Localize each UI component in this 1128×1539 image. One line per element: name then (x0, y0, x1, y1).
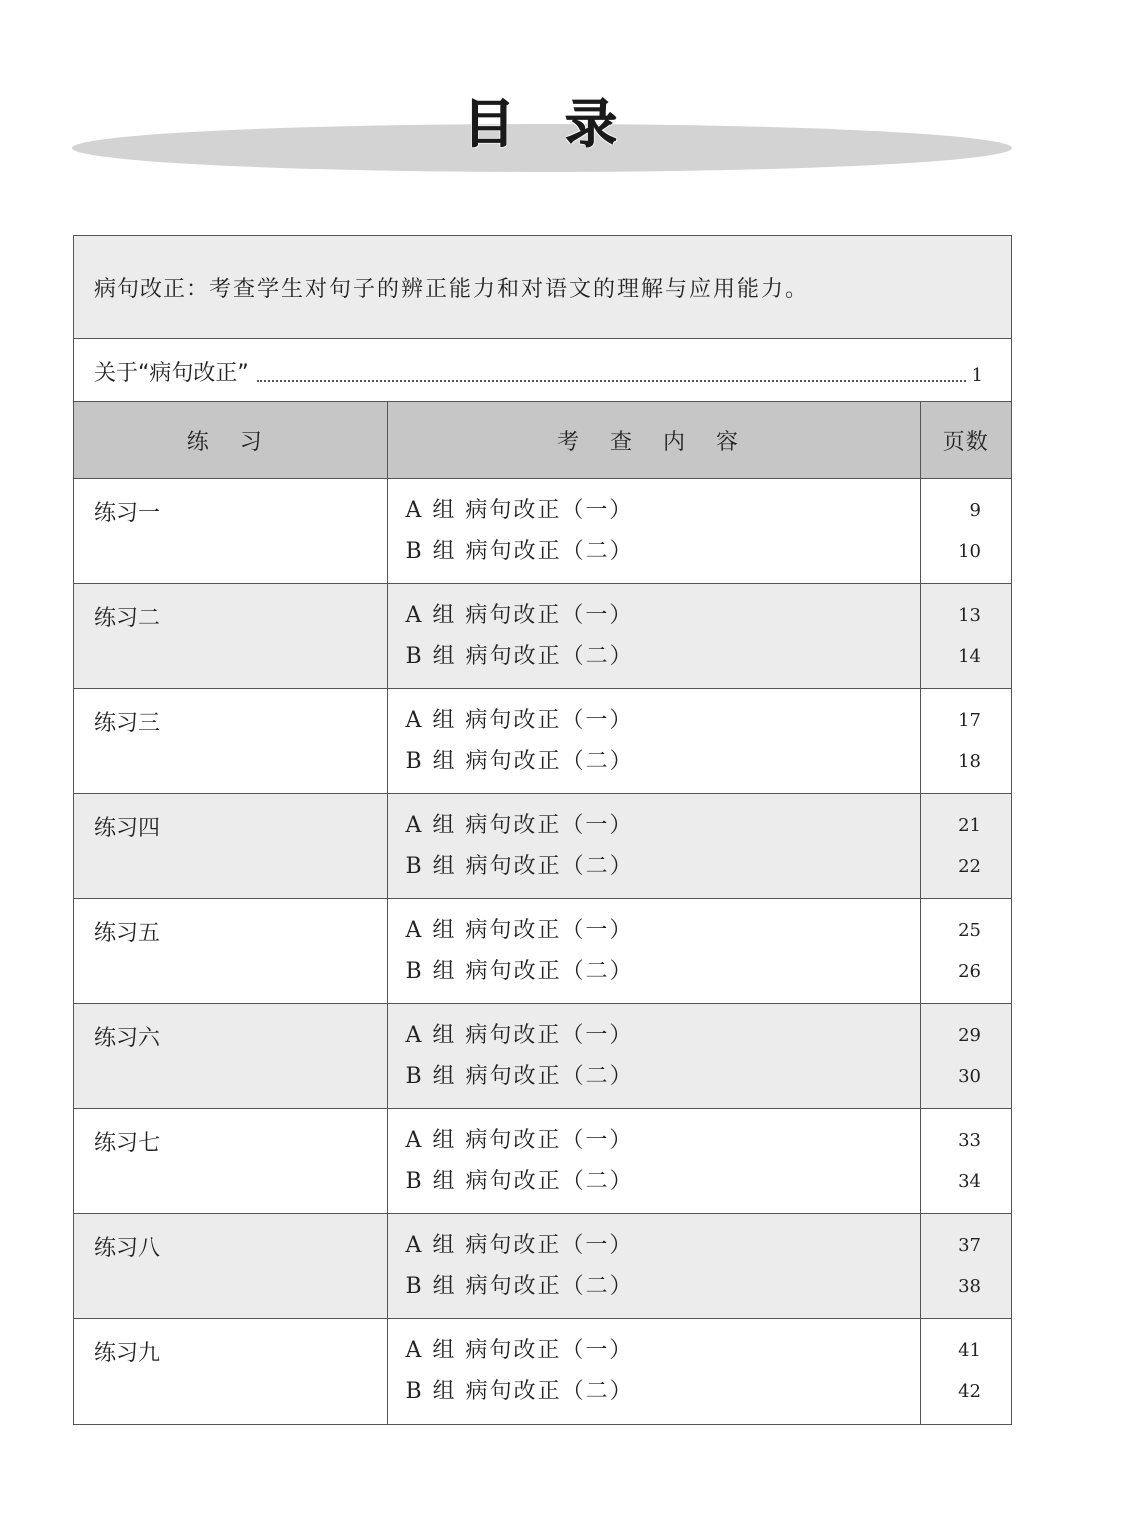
exercise-pages (920, 1004, 1011, 1109)
about-entry[interactable] (74, 339, 1011, 402)
exercise-name: 练习七 (74, 1109, 387, 1214)
exercise-pages (920, 1319, 1011, 1424)
content-item: A 组 病句改正（一） (405, 498, 634, 523)
exercise-pages (920, 584, 1011, 689)
intro-lead: 病句改正： (94, 276, 210, 302)
exercise-pages (920, 479, 1011, 584)
page-number: 9 (969, 500, 981, 521)
exercise-rows (74, 479, 1011, 1424)
exercise-name: 练习五 (74, 899, 387, 1004)
toc-table-frame (73, 235, 1012, 1425)
table-row[interactable] (74, 1109, 1011, 1214)
page-number: 22 (958, 856, 981, 877)
exercise-pages (920, 899, 1011, 1004)
table-row[interactable] (74, 479, 1011, 584)
table-row[interactable] (74, 1004, 1011, 1109)
page-number: 18 (958, 751, 981, 772)
header-pages: 页数 (920, 402, 1011, 479)
header-exercise: 练 习 (74, 402, 387, 479)
table-row[interactable] (74, 899, 1011, 1004)
table-row[interactable] (74, 1214, 1011, 1319)
exercise-content (387, 584, 920, 689)
exercise-name: 练习一 (74, 479, 387, 584)
page-title: 目 录 (462, 95, 634, 155)
exercise-content (387, 899, 920, 1004)
exercise-pages (920, 689, 1011, 794)
exercise-name: 练习八 (74, 1214, 387, 1319)
exercise-name: 练习九 (74, 1319, 387, 1424)
content-item: A 组 病句改正（一） (405, 708, 634, 733)
page-number: 42 (958, 1381, 981, 1402)
exercise-pages (920, 794, 1011, 899)
exercise-name: 练习三 (74, 689, 387, 794)
about-label: 关于“病句改正” (94, 361, 249, 386)
content-item: A 组 病句改正（一） (405, 1023, 634, 1048)
page-number: 26 (958, 961, 981, 982)
content-item: B 组 病句改正（二） (405, 1169, 634, 1194)
exercise-pages (920, 1109, 1011, 1214)
page-number: 34 (958, 1171, 981, 1192)
exercise-table (74, 402, 1011, 1424)
intro-text: 考查学生对句子的辨正能力和对语文的理解与应用能力。 (209, 276, 810, 302)
page-number: 30 (958, 1066, 981, 1087)
page-number: 17 (958, 710, 981, 731)
page-number: 10 (958, 541, 981, 562)
content-item: B 组 病句改正（二） (405, 959, 634, 984)
page-number: 25 (958, 920, 981, 941)
page-number: 21 (958, 815, 981, 836)
page-number: 33 (958, 1130, 981, 1151)
table-row[interactable] (74, 584, 1011, 689)
intro-box (74, 236, 1011, 339)
content-item: B 组 病句改正（二） (405, 749, 634, 774)
exercise-content (387, 479, 920, 584)
page-number: 29 (958, 1025, 981, 1046)
content-item: A 组 病句改正（一） (405, 918, 634, 943)
exercise-content (387, 1109, 920, 1214)
exercise-name: 练习六 (74, 1004, 387, 1109)
exercise-name: 练习四 (74, 794, 387, 899)
exercise-content (387, 1214, 920, 1319)
content-item: A 组 病句改正（一） (405, 813, 634, 838)
exercise-content (387, 1319, 920, 1424)
table-row[interactable] (74, 794, 1011, 899)
content-item: A 组 病句改正（一） (405, 1233, 634, 1258)
content-item: B 组 病句改正（二） (405, 539, 634, 564)
table-row[interactable] (74, 689, 1011, 794)
page-number: 38 (958, 1276, 981, 1297)
content-item: B 组 病句改正（二） (405, 1274, 634, 1299)
about-page-number: 1 (971, 365, 983, 386)
exercise-content (387, 794, 920, 899)
content-item: B 组 病句改正（二） (405, 854, 634, 879)
page-number: 13 (958, 605, 981, 626)
exercise-pages (920, 1214, 1011, 1319)
table-row[interactable] (74, 1319, 1011, 1424)
content-item: B 组 病句改正（二） (405, 644, 634, 669)
content-item: A 组 病句改正（一） (405, 1128, 634, 1153)
page-number: 41 (958, 1340, 981, 1361)
exercise-content (387, 689, 920, 794)
page-number: 14 (958, 646, 981, 667)
page-number: 37 (958, 1235, 981, 1256)
content-item: B 组 病句改正（二） (405, 1379, 634, 1404)
leader-dots (257, 380, 966, 382)
exercise-content (387, 1004, 920, 1109)
exercise-name: 练习二 (74, 584, 387, 689)
content-item: B 组 病句改正（二） (405, 1064, 634, 1089)
content-item: A 组 病句改正（一） (405, 1338, 634, 1363)
content-item: A 组 病句改正（一） (405, 603, 634, 628)
header-content: 考 查 内 容 (387, 402, 920, 479)
